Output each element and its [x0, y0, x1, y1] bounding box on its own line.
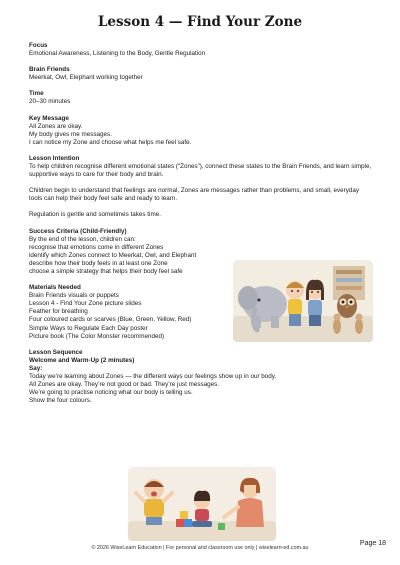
focus-text: Emotional Awareness, Listening to the Body, Gentle Regulation — [29, 50, 206, 58]
say-line: We’re going to practise noticing what our body is telling us. — [29, 389, 193, 397]
lesson-intention-section — [29, 155, 374, 220]
warm-up-heading: Welcome and Warm-Up (2 minutes) — [29, 356, 135, 364]
materials-item: Feather for breathing — [29, 308, 88, 316]
materials-item: Picture book (The Color Monster recommended) — [29, 332, 165, 340]
say-label: Say: — [29, 364, 43, 372]
footer: © 2026 WiseLearn Education | For personal and classroom use only | wiselearn-ed.com.au — [91, 545, 309, 551]
key-message-line: All Zones are okay. — [29, 122, 83, 130]
success-criteria-item: choose a simple strategy that helps their body feel safe — [29, 267, 183, 275]
key-message-line: My body gives me messages. — [29, 130, 112, 138]
key-message-section — [29, 115, 374, 147]
lesson-intention-paragraph: Children begin to understand that feelings are normal, Zones are messages rather than problems, and small, everyday tools can help their body feel safe and ready to learn. — [29, 187, 360, 203]
success-criteria-item: identify which Zones connect to Meerkat, Owl, and Elephant — [29, 251, 197, 259]
lesson-intention-paragraph: To help children recognise different emotional states (“Zones”), connect these states to the Brain Friends, and learn simple, supportive ways to care for their body and brain. — [29, 163, 372, 179]
materials-item: Brain Friends visuals or puppets — [29, 292, 119, 300]
success-criteria-item: describe how their body feels in at least one Zone — [29, 259, 168, 267]
lesson-sequence-heading: Lesson Sequence — [29, 348, 83, 356]
lesson-intention-heading: Lesson Intention — [29, 154, 80, 162]
page-number: Page 18 — [359, 540, 386, 547]
lesson-sequence-section — [29, 349, 374, 406]
materials-item: Lesson 4 - Find Your Zone picture slides — [29, 300, 142, 308]
key-message-line: I can notice my Zone and choose what helps me feel safe. — [29, 138, 192, 146]
lesson-intention-paragraph: Regulation is gentle and sometimes takes time. — [29, 211, 161, 219]
brain-friends-text: Meerkat, Owl, Elephant working together — [29, 74, 143, 82]
focus-heading: Focus — [29, 42, 48, 49]
brain-friends-heading: Brain Friends — [29, 66, 70, 74]
success-criteria-heading: Success Criteria (Child-Friendly) — [29, 227, 127, 235]
materials-heading: Materials Needed — [29, 284, 81, 292]
success-criteria-item: recognise that emotions come in different Zones — [29, 243, 164, 251]
materials-item: Four coloured cards or scarves (Blue, Green, Yellow, Red) — [29, 316, 192, 324]
time-section — [29, 90, 374, 106]
lesson-content — [29, 42, 374, 413]
brain-friends-illustration — [233, 260, 373, 342]
classroom-zones-illustration — [128, 467, 276, 541]
page-title: Lesson 4 — Find Your Zone — [97, 14, 303, 30]
focus-section — [29, 42, 374, 58]
key-message-heading: Key Message — [29, 114, 69, 122]
time-text: 20–30 minutes — [29, 98, 71, 106]
success-criteria-intro: By the end of the lesson, children can: — [29, 235, 136, 243]
materials-item: Simple Ways to Regulate Each Day poster — [29, 324, 148, 332]
time-heading: Time — [29, 90, 44, 98]
say-line: Today we’re learning about Zones — the different ways our feelings show up in our body. — [29, 373, 277, 380]
say-line: Show the four colours. — [29, 397, 92, 405]
say-line: All Zones are okay. They’re not good or bad. They’re just messages. — [29, 381, 220, 389]
brain-friends-section — [29, 66, 374, 82]
